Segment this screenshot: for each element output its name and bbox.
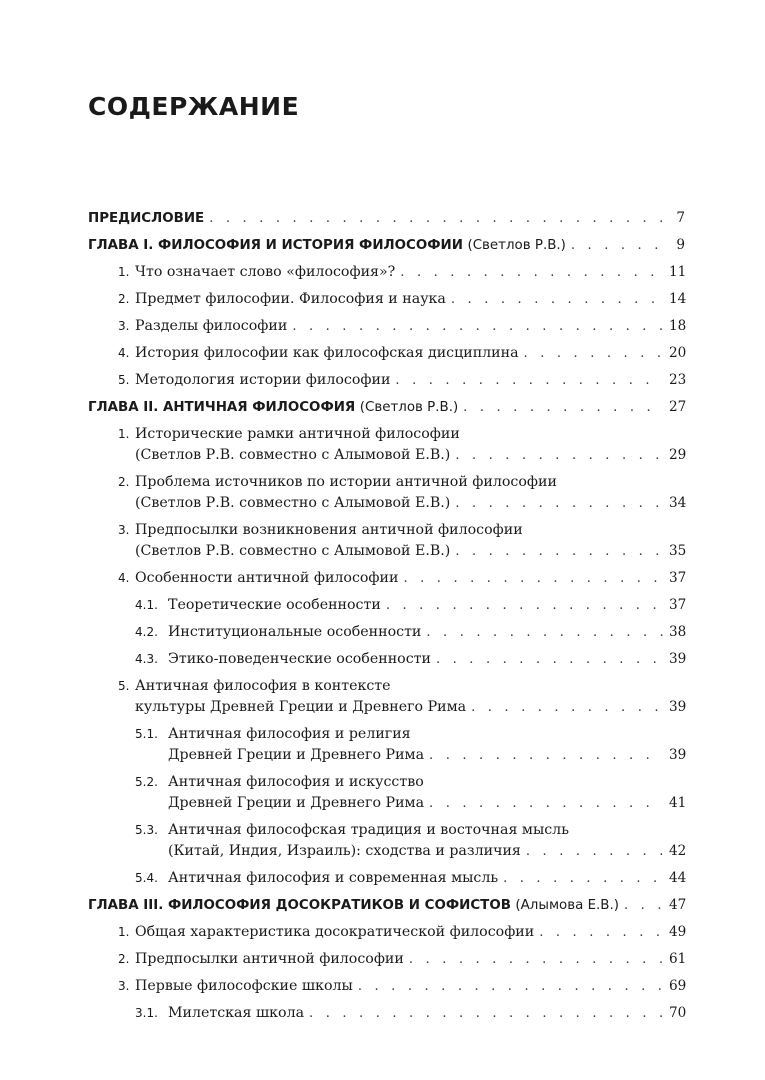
section-title bbox=[118, 289, 446, 310]
dot-leader bbox=[426, 622, 663, 643]
page-number: 29 bbox=[669, 447, 687, 463]
dot-leader bbox=[358, 976, 663, 997]
section-number: 5.1. bbox=[135, 727, 158, 741]
section-title-line: Античная философия и современная мысль bbox=[168, 870, 499, 886]
section-title bbox=[135, 595, 381, 616]
section-number: 3.1. bbox=[135, 1006, 158, 1020]
section-title bbox=[118, 976, 353, 997]
section-title-line: Первые философские школы bbox=[135, 978, 353, 994]
section-title-lines bbox=[118, 424, 685, 466]
chapter-author: (Светлов Р.В.) bbox=[359, 400, 459, 415]
section-title-line-row bbox=[118, 676, 685, 697]
section-title bbox=[135, 1003, 304, 1024]
section-number: 3. bbox=[118, 523, 130, 537]
dot-leader bbox=[403, 568, 663, 589]
section-title-line: Исторические рамки античной философии bbox=[135, 426, 460, 442]
section-title-line: (Китай, Индия, Израиль): сходства и различия bbox=[168, 843, 521, 859]
page-number: 23 bbox=[669, 372, 687, 388]
toc-section-entry[interactable] bbox=[88, 568, 685, 589]
dot-leader bbox=[409, 949, 663, 970]
section-title-line: Предмет философии. Философия и наука bbox=[135, 291, 446, 307]
section-title-line-row bbox=[135, 445, 685, 466]
toc-section-entry[interactable] bbox=[88, 820, 685, 862]
section-number: 4.3. bbox=[135, 652, 158, 666]
toc-chapter-entry[interactable] bbox=[88, 895, 685, 916]
page-number: 61 bbox=[669, 951, 687, 967]
page-number: 35 bbox=[669, 543, 687, 559]
dot-leader bbox=[395, 370, 663, 391]
section-title-line: Проблема источников по истории античной философии bbox=[135, 474, 557, 490]
section-title-line: (Светлов Р.В. совместно с Алымовой Е.В.) bbox=[135, 495, 451, 511]
section-title-line: (Светлов Р.В. совместно с Алымовой Е.В.) bbox=[135, 543, 451, 559]
section-title-line-row bbox=[168, 841, 685, 862]
dot-leader bbox=[429, 793, 663, 814]
chapter-title bbox=[88, 208, 204, 229]
toc-section-entry[interactable] bbox=[88, 472, 685, 514]
dot-leader bbox=[624, 896, 663, 916]
page-number: 41 bbox=[669, 795, 687, 811]
section-title-line: культуры Древней Греции и Древнего Рима bbox=[135, 699, 467, 715]
toc-section-entry[interactable] bbox=[88, 949, 685, 970]
toc-chapter-entry[interactable] bbox=[88, 208, 685, 229]
section-title-line-row bbox=[135, 697, 685, 718]
section-title-line-row bbox=[135, 493, 685, 514]
page-number: 9 bbox=[676, 237, 685, 253]
section-title-line: Предпосылки возникновения античной философии bbox=[135, 522, 523, 538]
chapter-title bbox=[88, 895, 619, 916]
toc-section-entry[interactable] bbox=[88, 649, 685, 670]
chapter-heading: ГЛАВА III. ФИЛОСОФИЯ ДОСОКРАТИКОВ И СОФИСТОВ bbox=[88, 898, 511, 913]
section-title-line-row bbox=[118, 424, 685, 445]
chapter-author: (Алымова Е.В.) bbox=[515, 898, 619, 913]
section-title-line: Античная философия и искусство bbox=[168, 774, 424, 790]
section-number: 3. bbox=[118, 979, 130, 993]
dot-leader bbox=[455, 493, 663, 514]
section-title-line-row bbox=[135, 724, 685, 745]
page-number: 37 bbox=[669, 570, 687, 586]
chapter-author: (Светлов Р.В.) bbox=[467, 238, 566, 253]
section-title bbox=[118, 262, 395, 283]
section-title-lines bbox=[118, 472, 685, 514]
section-number: 1. bbox=[118, 427, 130, 441]
section-title-lines bbox=[135, 820, 685, 862]
page-number: 69 bbox=[669, 978, 687, 994]
page-number: 38 bbox=[669, 624, 687, 640]
dot-leader bbox=[309, 1003, 663, 1024]
dot-leader bbox=[451, 289, 663, 310]
section-number: 5.3. bbox=[135, 823, 158, 837]
section-title-line: Общая характеристика досократической философии bbox=[135, 924, 535, 940]
section-title-line: Милетская школа bbox=[168, 1005, 305, 1021]
section-title-line: Древней Греции и Древнего Рима bbox=[168, 795, 425, 811]
section-title-line-row bbox=[168, 745, 685, 766]
page-number: 39 bbox=[669, 747, 687, 763]
toc-section-entry[interactable] bbox=[88, 622, 685, 643]
section-number: 1. bbox=[118, 265, 130, 279]
toc-section-entry[interactable] bbox=[88, 724, 685, 766]
section-title-line: Предпосылки античной философии bbox=[135, 951, 404, 967]
section-title bbox=[118, 949, 404, 970]
page-number: 34 bbox=[669, 495, 687, 511]
toc-section-entry[interactable] bbox=[88, 772, 685, 814]
chapter-title bbox=[88, 397, 458, 418]
section-number: 5. bbox=[118, 679, 130, 693]
dot-leader bbox=[471, 697, 663, 718]
dot-leader bbox=[539, 922, 663, 943]
section-title bbox=[118, 568, 398, 589]
chapter-heading: ПРЕДИСЛОВИЕ bbox=[88, 211, 205, 226]
toc-section-entry[interactable] bbox=[88, 595, 685, 616]
section-title-line-row bbox=[168, 793, 685, 814]
section-number: 2. bbox=[118, 475, 130, 489]
section-title-line: Античная философия в контексте bbox=[135, 678, 391, 694]
section-title-line: (Светлов Р.В. совместно с Алымовой Е.В.) bbox=[135, 447, 451, 463]
section-number: 5. bbox=[118, 373, 130, 387]
section-title-line-row bbox=[135, 541, 685, 562]
section-title-lines bbox=[135, 724, 685, 766]
dot-leader bbox=[209, 209, 663, 229]
page-number: 18 bbox=[669, 318, 687, 334]
section-number: 2. bbox=[118, 292, 130, 306]
section-number: 5.2. bbox=[135, 775, 158, 789]
toc-section-entry[interactable] bbox=[88, 868, 685, 889]
section-number: 4. bbox=[118, 571, 130, 585]
toc-section-entry[interactable] bbox=[88, 976, 685, 997]
section-title-line: Разделы философии bbox=[135, 318, 288, 334]
toc-section-entry[interactable] bbox=[88, 262, 685, 283]
dot-leader bbox=[386, 595, 663, 616]
section-title-line-row bbox=[118, 472, 685, 493]
section-title-line: Этико-поведенческие особенности bbox=[168, 651, 431, 667]
section-title-line-row bbox=[135, 820, 685, 841]
section-title-line: История философии как философская дисциплина bbox=[135, 345, 519, 361]
section-title-lines bbox=[118, 520, 685, 562]
dot-leader bbox=[455, 541, 663, 562]
section-title-line: Античная философия и религия bbox=[168, 726, 411, 742]
section-title-line: Методология истории философии bbox=[135, 372, 391, 388]
dot-leader bbox=[571, 236, 663, 256]
page-number: 39 bbox=[669, 651, 687, 667]
toc-section-entry[interactable] bbox=[88, 676, 685, 718]
page-number: 20 bbox=[669, 345, 687, 361]
section-title-line: Древней Греции и Древнего Рима bbox=[168, 747, 425, 763]
page-number: 44 bbox=[669, 870, 687, 886]
toc-section-entry[interactable] bbox=[88, 520, 685, 562]
section-title-line: Институциональные особенности bbox=[168, 624, 422, 640]
chapter-heading: ГЛАВА II. АНТИЧНАЯ ФИЛОСОФИЯ bbox=[88, 400, 356, 415]
table-of-contents bbox=[88, 208, 685, 1030]
section-number: 2. bbox=[118, 952, 130, 966]
toc-section-entry[interactable] bbox=[88, 424, 685, 466]
section-title-line: Особенности античной философии bbox=[135, 570, 399, 586]
dot-leader bbox=[455, 445, 663, 466]
page-number: 39 bbox=[669, 699, 687, 715]
section-title bbox=[118, 922, 534, 943]
dot-leader bbox=[429, 745, 663, 766]
section-title-line: Теоретические особенности bbox=[168, 597, 381, 613]
page-number: 14 bbox=[669, 291, 687, 307]
dot-leader bbox=[436, 649, 663, 670]
section-number: 4.2. bbox=[135, 625, 158, 639]
page-number: 49 bbox=[669, 924, 687, 940]
toc-chapter-entry[interactable] bbox=[88, 235, 685, 256]
section-title bbox=[135, 868, 498, 889]
dot-leader bbox=[292, 316, 663, 337]
toc-chapter-entry[interactable] bbox=[88, 397, 685, 418]
page-number: 37 bbox=[669, 597, 687, 613]
dot-leader bbox=[503, 868, 663, 889]
section-title-line: Что означает слово «философия»? bbox=[135, 264, 396, 280]
page-number: 70 bbox=[669, 1005, 687, 1021]
section-title-lines bbox=[135, 772, 685, 814]
dot-leader bbox=[526, 841, 663, 862]
toc-section-entry[interactable] bbox=[88, 289, 685, 310]
section-number: 4.1. bbox=[135, 598, 158, 612]
section-number: 3. bbox=[118, 319, 130, 333]
dot-leader bbox=[524, 343, 663, 364]
page-number: 11 bbox=[669, 264, 687, 280]
dot-leader bbox=[463, 398, 663, 418]
section-title-line: Античная философская традиция и восточная мысль bbox=[168, 822, 569, 838]
page-number: 7 bbox=[676, 210, 685, 226]
page-title: СОДЕРЖАНИЕ bbox=[88, 92, 300, 121]
page-number: 27 bbox=[669, 399, 687, 415]
toc-section-entry[interactable] bbox=[88, 343, 685, 364]
section-number: 5.4. bbox=[135, 871, 158, 885]
section-number: 1. bbox=[118, 925, 130, 939]
toc-section-entry[interactable] bbox=[88, 1003, 685, 1024]
section-number: 4. bbox=[118, 346, 130, 360]
section-title bbox=[118, 316, 287, 337]
toc-section-entry[interactable] bbox=[88, 370, 685, 391]
page-number: 47 bbox=[669, 897, 687, 913]
section-title bbox=[135, 622, 421, 643]
section-title bbox=[118, 370, 390, 391]
chapter-heading: ГЛАВА I. ФИЛОСОФИЯ И ИСТОРИЯ ФИЛОСОФИИ bbox=[88, 238, 463, 253]
toc-section-entry[interactable] bbox=[88, 922, 685, 943]
section-title-line-row bbox=[135, 772, 685, 793]
dot-leader bbox=[400, 262, 663, 283]
section-title-lines bbox=[118, 676, 685, 718]
section-title-line-row bbox=[118, 520, 685, 541]
chapter-title bbox=[88, 235, 566, 256]
page-number: 42 bbox=[669, 843, 687, 859]
toc-section-entry[interactable] bbox=[88, 316, 685, 337]
section-title bbox=[135, 649, 431, 670]
section-title bbox=[118, 343, 519, 364]
